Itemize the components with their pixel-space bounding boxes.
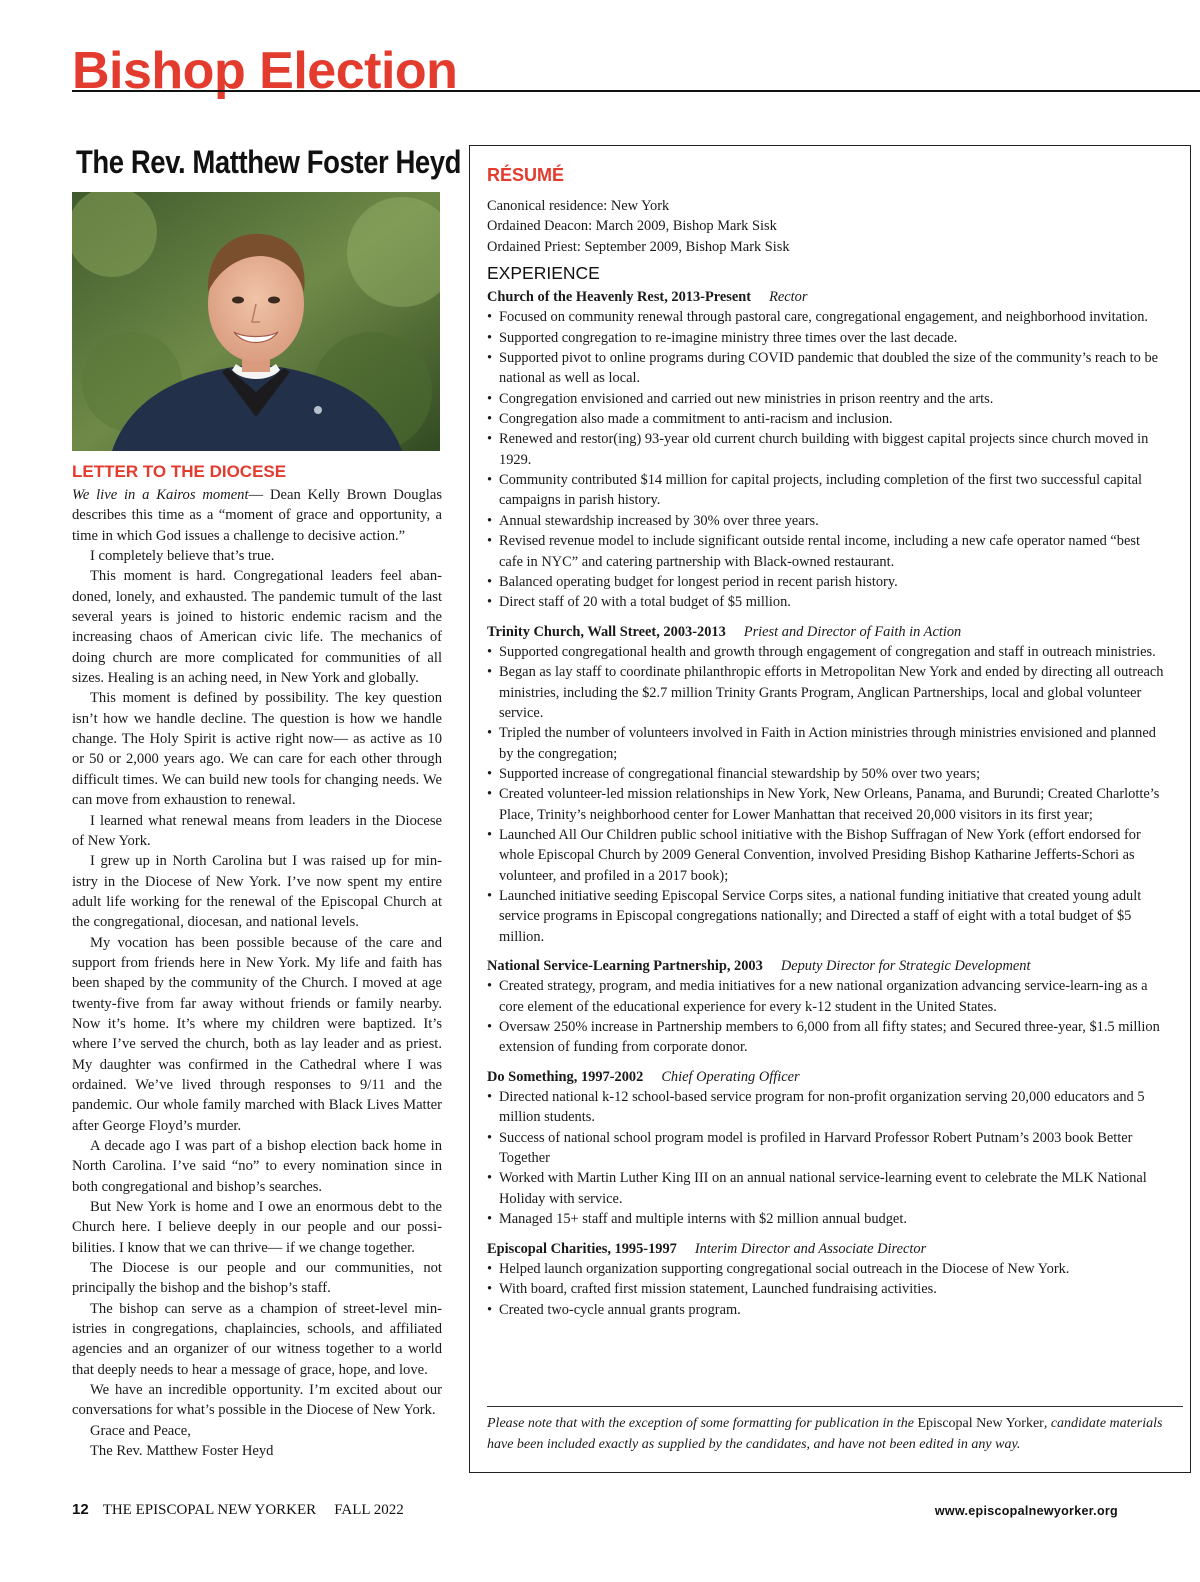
bullet-item: • Direct staff of 20 with a total budget of $5 million. — [487, 592, 1167, 612]
job-organization: Episcopal Charities, 1995-1997 — [487, 1240, 677, 1257]
job-bullets — [487, 1259, 1167, 1320]
bullet-item: • Revised revenue model to include significant outside rental income, including a new cafe operator named “best cafe in NYC” and catering partnership with Black-owned restaurant. — [487, 531, 1167, 572]
letter-signature: The Rev. Matthew Foster Heyd — [90, 1443, 274, 1460]
website-link[interactable]: www.episcopalnewyorker.org — [934, 1504, 1118, 1518]
publication-name: THE EPISCOPAL NEW YORKER — [102, 1502, 317, 1518]
job-role: Chief Operating Officer — [661, 1068, 800, 1085]
letter-lead-italic: We live in a Kairos moment — [72, 487, 249, 503]
job-header — [487, 956, 1167, 976]
job-organization: Church of the Heavenly Rest, 2013-Present — [487, 289, 752, 306]
note-publication: Episcopal New Yorker — [917, 1416, 1044, 1431]
job-role: Rector — [769, 289, 808, 306]
job-header — [487, 287, 1167, 307]
job-header — [487, 1067, 1167, 1087]
job-entry — [487, 1239, 1167, 1320]
bullet-item: • Created volunteer-led mission relationships in New York, New Orleans, Panama, and Burundi; Created Charlotte’s Place, Trinity’s neighborhood center for Lower Manhattan that received 20,000 visitors in its first year; — [487, 784, 1167, 825]
letter-paragraph: We have an incredible opportunity. I’m excited about our conversations for what’s possible in the Diocese of New York. — [72, 1382, 442, 1419]
candidate-name: The Rev. Matthew Foster Heyd — [76, 144, 462, 180]
bullet-item: • Renewed and restor(ing) 93-year old current church building with biggest capital projects since church moved in 1929. — [487, 429, 1167, 470]
bullet-item: • Annual stewardship increased by 30% over three years. — [487, 511, 1167, 531]
job-bullets — [487, 642, 1167, 947]
job-organization: Do Something, 1997-2002 — [487, 1068, 644, 1085]
note-divider — [487, 1406, 1183, 1407]
bullet-item: • Managed 15+ staff and multiple interns with $2 million annual budget. — [487, 1209, 1167, 1229]
bullet-item: • Supported pivot to online programs during COVID pandemic that doubled the size of the community’s reach to be national as well as local. — [487, 348, 1167, 389]
letter-paragraph: I grew up in North Carolina but I was raised up for min-istry in the Diocese of New York. I’ve now spent my entire adult life working for the renewal of the Episcopal Church at the congregational, diocesan, and national levels. — [72, 853, 442, 931]
page-number: 12 — [72, 1501, 89, 1518]
bullet-item: • Supported increase of congregational financial stewardship by 50% over two years; — [487, 764, 1167, 784]
bullet-item: • Launched initiative seeding Episcopal Service Corps sites, a national funding initiative that created young adult service programs in Episcopal congregations nationally; and Directed a staff of eight with a total budget of $5 million. — [487, 886, 1167, 947]
bullet-item: • Balanced operating budget for longest period in recent parish history. — [487, 572, 1167, 592]
bullet-item: • Supported congregation to re-imagine ministry three times over the last decade. — [487, 328, 1167, 348]
job-organization: National Service-Learning Partnership, 2003 — [487, 958, 763, 975]
job-role: Priest and Director of Faith in Action — [743, 623, 962, 640]
letter-body — [72, 485, 442, 1462]
note-text: , candidate materials have been included exactly as supplied by the candidates, and have not been edited in any way. — [487, 1416, 1163, 1452]
canonical-residence: Canonical residence: New York — [487, 198, 670, 214]
job-bullets — [487, 1087, 1167, 1229]
letter-paragraph: The bishop can serve as a champion of street-level min-istries in congregations, chaplaincies, schools, and affiliated agencies and an organizer of our witness together to a world that deeply needs to hear a message of grace, hope, and love. — [72, 1300, 442, 1378]
resume-content — [487, 162, 1167, 1329]
bullet-item: • Community contributed $14 million for capital projects, including completion of the first two successful capital campaigns in parish history. — [487, 470, 1167, 511]
bullet-item: • Oversaw 250% increase in Partnership members to 6,000 from all fifty states; and Secured three-year, $1.5 million extension of funding from corporate donor. — [487, 1017, 1167, 1058]
letter-paragraph: This moment is defined by possibility. The key question isn’t how we handle decline. The question is how we handle change. The Holy Spirit is active right now— as active as 10 or 50 or 2,000 years ago. We can care for each other through difficult times. We can build new tools for changing needs. We can move from exhaustion to renewal. — [72, 690, 442, 809]
letter-paragraph: But New York is home and I owe an enormous debt to the Church here. I believe deeply in our people and our possi-bilities. I know that we can thrive— if we change together. — [72, 1199, 442, 1256]
bullet-item: • Helped launch organization supporting congregational social outreach in the Diocese of New York. — [487, 1259, 1167, 1279]
letter-paragraph: The Diocese is our people and our communities, not principally the bishop and the bishop’s staff. — [72, 1260, 442, 1297]
letter-heading: LETTER TO THE DIOCESE — [72, 462, 287, 481]
job-header — [487, 1239, 1167, 1259]
job-role: Interim Director and Associate Director — [694, 1240, 927, 1257]
job-entry — [487, 287, 1167, 613]
bullet-item: • Congregation also made a commitment to anti-racism and inclusion. — [487, 409, 1167, 429]
bullet-item: • Began as lay staff to coordinate philanthropic efforts in Metropolitan New York and ended by directing all outreach ministries, including the $2.7 million Trinity Grants Program, Anglican Partnerships, local and global volunteer service. — [487, 662, 1167, 723]
letter-paragraph — [72, 485, 442, 546]
bullet-item: • Tripled the number of volunteers involved in Faith in Action ministries through ministries envisioned and planned by the congregation; — [487, 723, 1167, 764]
bullet-item: • Created strategy, program, and media initiatives for a new national organization advancing service-learn-ing as a core element of the educational experience for every k-12 student in the United States. — [487, 976, 1167, 1017]
resume-box — [469, 145, 1191, 1473]
job-entry — [487, 1067, 1167, 1230]
job-role: Deputy Director for Strategic Development — [780, 958, 1031, 975]
ordained-priest: Ordained Priest: September 2009, Bishop Mark Sisk — [487, 238, 790, 255]
bullet-item: • With board, crafted first mission statement, Launched fundraising activities. — [487, 1279, 1167, 1299]
letter-paragraph: I completely believe that’s true. — [90, 548, 275, 565]
experience-title: EXPERIENCE — [487, 263, 600, 284]
job-header — [487, 622, 1167, 642]
letter-lead-text: — Dean Kelly Brown Douglas describes this time as a “moment of grace and opportunity, a time in which God issues a challenge to decisive action.” — [72, 487, 442, 544]
page-title: Bishop Election — [72, 42, 458, 100]
note-text: Please note that with the exception of some formatting for publication in the — [487, 1416, 918, 1431]
letter-closing: Grace and Peace, — [90, 1422, 191, 1439]
bullet-item: • Focused on community renewal through pastoral care, congregational engagement, and neighborhood invitation. — [487, 307, 1167, 327]
letter-paragraph: My vocation has been possible because of the care and support from friends here in New York. My life and faith has been shaped by the community of the Church. I moved at age twenty-five from far away without friends or family nearby. Now it’s home. It’s where my children were baptized. It’s where I’ve served the church, both as lay leader and as priest. My daughter was confirmed in the Cathedral where I was ordained. We’ve lived through responses to 9/11 and the pandemic. Our whole family marched with Black Lives Matter after George Floyd’s murder. — [72, 934, 442, 1134]
resume-title: RÉSUMÉ — [487, 165, 565, 185]
bullet-item: • Created two-cycle annual grants program. — [487, 1300, 1167, 1320]
bullet-item: • Success of national school program model is profiled in Harvard Professor Robert Putnam’s 2003 book Better Together — [487, 1128, 1167, 1169]
issue-date: FALL 2022 — [334, 1502, 404, 1518]
ordained-deacon: Ordained Deacon: March 2009, Bishop Mark Sisk — [487, 218, 777, 235]
bullet-item: • Congregation envisioned and carried out new ministries in prison reentry and the arts. — [487, 389, 1167, 409]
job-bullets — [487, 976, 1167, 1057]
footer — [72, 1500, 404, 1520]
bullet-item: • Directed national k-12 school-based service program for non-profit organization serving 20,000 educators and 5 million students. — [487, 1087, 1167, 1128]
bullet-item: • Supported congregational health and growth through engagement of congregation and staff in outreach ministries. — [487, 642, 1167, 662]
candidate-portrait — [72, 192, 440, 451]
bullet-item: • Launched All Our Children public school initiative with the Bishop Suffragan of New York (effort endorsed for whole Episcopal Church by 2009 General Convention, involved Presiding Bishop Katharine Jefferts-Schori as volunteer, and profiled in a 2017 book); — [487, 825, 1167, 886]
job-bullets — [487, 307, 1167, 612]
bullet-item: • Worked with Martin Luther King III on an annual national service-learning event to celebrate the MLK National Holiday with service. — [487, 1168, 1167, 1209]
job-entry — [487, 956, 1167, 1058]
header-divider — [72, 90, 1200, 92]
job-organization: Trinity Church, Wall Street, 2003-2013 — [487, 623, 726, 640]
job-entry — [487, 622, 1167, 948]
editorial-note — [487, 1414, 1177, 1455]
letter-paragraph: This moment is hard. Congregational leaders feel aban-doned, lonely, and exhausted. The pandemic tumult of the last several years is joined to historic endemic racism and the increasing chaos of American civic life. The mechanics of doing church are more complicated for communities of all sizes. Healing is an aching need, in New York and globally. — [72, 568, 442, 687]
letter-paragraph: A decade ago I was part of a bishop election back home in North Carolina. I’ve said “no” to every nomination since in both congregational and bishop’s searches. — [72, 1138, 442, 1195]
letter-paragraph: I learned what renewal means from leaders in the Diocese of New York. — [72, 812, 442, 849]
